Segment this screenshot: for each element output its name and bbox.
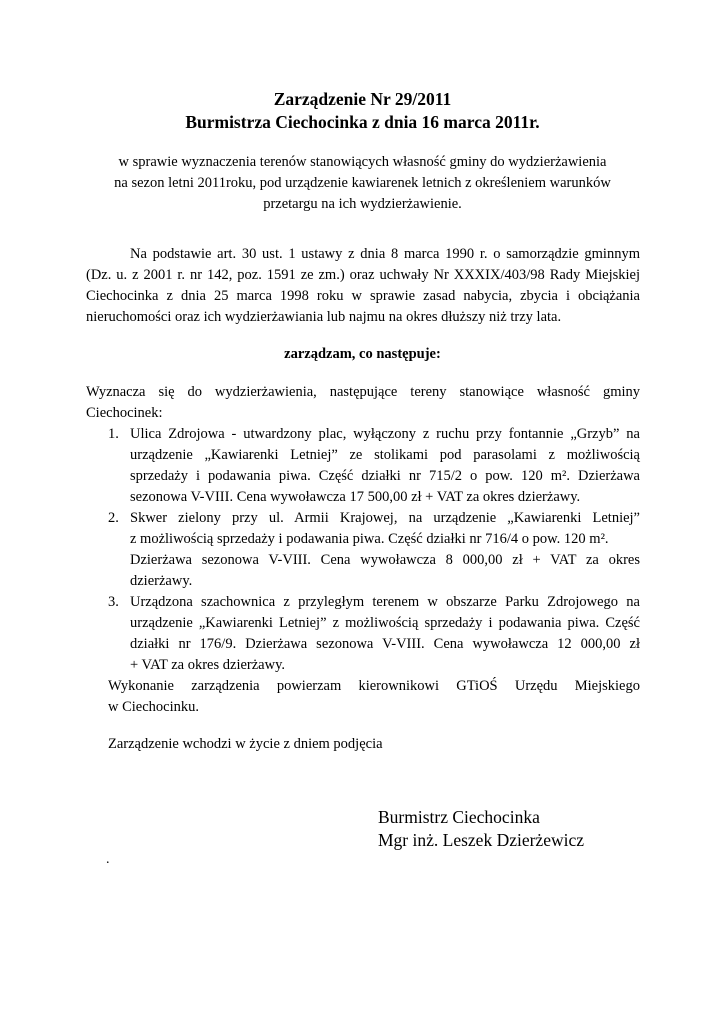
list-item-line: Ulica Zdrojowa - utwardzony plac, wyłączony z ruchu przy fontannie „Grzyb” na <box>130 426 640 442</box>
paragraph-line: Zarządzenie wchodzi w życie z dniem podjęcia <box>108 736 383 752</box>
list-item <box>130 592 640 676</box>
document-issuer: Burmistrza Ciechocinka z dnia 16 marca 2011r. <box>185 112 540 132</box>
list-item-number: 1. <box>108 426 119 442</box>
list-item-line: dzierżawy. <box>130 573 193 589</box>
intro-paragraph <box>86 382 640 424</box>
list-item-line: Skwer zielony przy ul. Armii Krajowej, na urządzenie „Kawiarenki Letniej” <box>130 510 640 526</box>
list-item-number: 3. <box>108 594 119 610</box>
execution-paragraph <box>108 676 640 718</box>
paragraph-line: nieruchomości oraz ich wydzierżawiania lub najmu na okres dłuższy niż trzy lata. <box>86 309 562 325</box>
list-item <box>130 508 640 592</box>
signature-name: Mgr inż. Leszek Dzierżewicz <box>378 830 585 850</box>
paragraph-line: Na podstawie art. 30 ust. 1 ustawy z dnia 8 marca 1990 r. o samorządzie gminnym <box>130 246 640 262</box>
list-item-line: działki nr 176/9. Dzierżawa sezonowa V-VIII. Cena wywoławcza 12 000,00 zł <box>130 636 640 652</box>
list-item-line: urządzenie „Kawiarenki Letniej” z możliwością sprzedaży i podawania piwa. Część <box>130 615 640 631</box>
decree-phrase: zarządzam, co następuje: <box>284 346 441 362</box>
paragraph-line: Ciechocinka z dnia 25 marca 1998 roku w sprawie zasad nabycia, zbycia i obciążania <box>86 288 640 304</box>
footer-mark: . <box>106 852 110 867</box>
paragraph-line: Wyznacza się do wydzierżawienia, następujące tereny stanowiące własność gminy <box>86 384 640 400</box>
list-item <box>130 424 640 508</box>
paragraph-line: w Ciechocinku. <box>108 699 200 715</box>
subject-line: w sprawie wyznaczenia terenów stanowiących własność gminy do wydzierżawienia <box>118 154 607 170</box>
paragraph-line: Wykonanie zarządzenia powierzam kierownikowi GTiOŚ Urzędu Miejskiego <box>108 678 640 694</box>
list-item-line: sprzedaży i podawania piwa. Część działki nr 715/2 o pow. 120 m². Dzierżawa <box>130 468 640 484</box>
list-item-line: sezonowa V-VIII. Cena wywoławcza 17 500,00 zł + VAT za okres dzierżawy. <box>130 489 581 505</box>
legal-basis-paragraph <box>86 244 640 328</box>
subject-line: na sezon letni 2011roku, pod urządzenie kawiarenek letnich z określeniem warunków <box>114 175 611 191</box>
paragraph-line: (Dz. u. z 2001 r. nr 142, poz. 1591 ze zm.) oraz uchwały Nr XXXIX/403/98 Rady Miejskiej <box>86 267 640 283</box>
subject-line: przetargu na ich wydzierżawienie. <box>263 196 462 212</box>
list-item-number: 2. <box>108 510 119 526</box>
signature-title: Burmistrz Ciechocinka <box>378 807 540 827</box>
document-subject <box>90 152 635 215</box>
list-item-line: + VAT za okres dzierżawy. <box>130 657 286 673</box>
list-item-line: Urządzona szachownica z przyległym terenem w obszarze Parku Zdrojowego na <box>130 594 640 610</box>
list-item-line: urządzenie „Kawiarenki Letniej” ze stolikami pod parasolami z możliwością <box>130 447 640 463</box>
list-item-line: Dzierżawa sezonowa V-VIII. Cena wywoławcza 8 000,00 zł + VAT za okres <box>130 552 640 568</box>
list-item-line: z możliwością sprzedaży i podawania piwa. Część działki nr 716/4 o pow. 120 m². <box>130 531 609 547</box>
document-title: Zarządzenie Nr 29/2011 <box>273 89 452 109</box>
effective-clause <box>108 734 640 755</box>
paragraph-line: Ciechocinek: <box>86 405 163 421</box>
